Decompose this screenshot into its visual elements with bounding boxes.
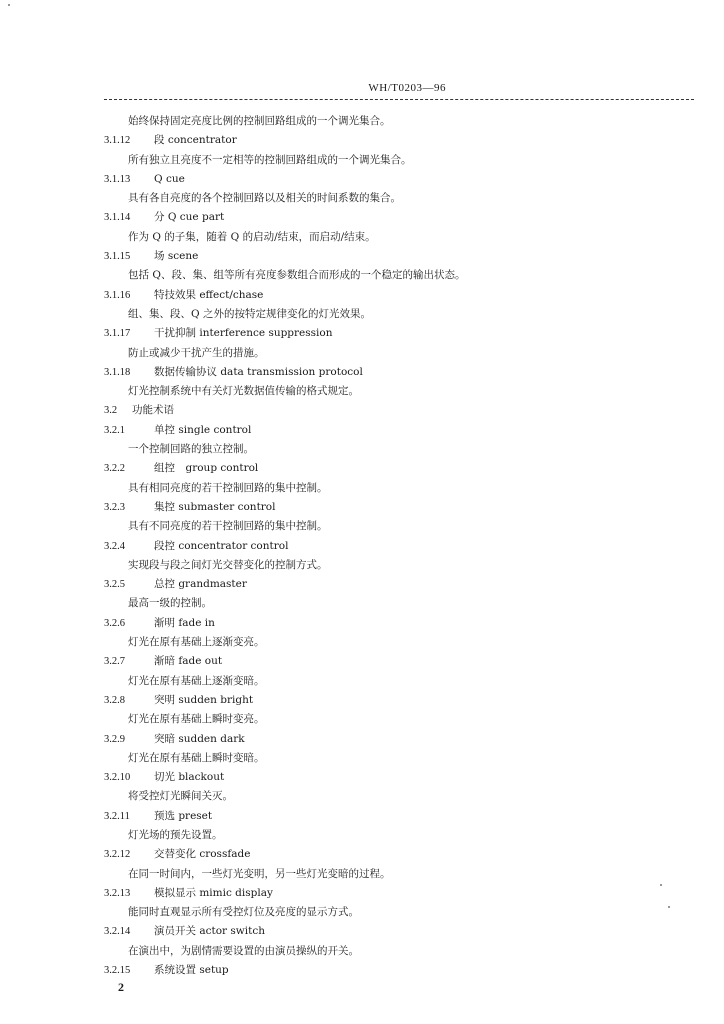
term-name: 交替变化 crossfade xyxy=(154,848,251,861)
definition-text: 具有各自亮度的各个控制回路以及相关的时间系数的集合。 xyxy=(128,192,401,205)
definition-text: 灯光控制系统中有关灯光数据值传输的格式规定。 xyxy=(128,385,359,398)
term-name: 突明 sudden bright xyxy=(154,693,254,706)
definition-text: 能同时直观显示所有受控灯位及亮度的显示方式。 xyxy=(128,906,359,919)
term-name: 数据传输协议 data transmission protocol xyxy=(154,365,363,378)
definition-text: 具有相同亮度的若干控制回路的集中控制。 xyxy=(128,481,328,494)
clause-number: 3.2.10 xyxy=(104,772,131,784)
term-name: 系统设置 setup xyxy=(154,964,229,977)
term-name: 单控 single control xyxy=(154,423,252,436)
clause-number: 3.1.13 xyxy=(104,173,131,185)
clause-number: 3.2.3 xyxy=(104,501,125,513)
clause-number: 3.2.5 xyxy=(104,579,125,591)
term-name: 预选 preset xyxy=(154,809,213,822)
section-title: 功能术语 xyxy=(132,404,174,417)
standard-number: WH/T0203—96 xyxy=(368,82,446,94)
clause-number: 3.1.15 xyxy=(104,251,131,263)
definition-text: 实现段与段之间灯光交替变化的控制方式。 xyxy=(128,558,328,571)
scan-speck xyxy=(8,4,10,6)
term-name: 切光 blackout xyxy=(154,771,225,784)
clause-number: 3.2.14 xyxy=(104,926,131,938)
clause-number: 3.2.15 xyxy=(104,965,131,977)
clause-number: 3.2.4 xyxy=(104,540,125,552)
term-name: 渐暗 fade out xyxy=(154,655,223,668)
definition-text: 灯光在原有基础上瞬时变亮。 xyxy=(128,713,265,726)
term-name: 总控 grandmaster xyxy=(154,578,247,591)
term-heading xyxy=(104,807,694,826)
term-heading xyxy=(104,421,694,440)
definition-text: 在同一时间内，一些灯光变明，另一些灯光变暗的过程。 xyxy=(128,867,391,880)
term-heading xyxy=(104,575,694,594)
term-name: 场 scene xyxy=(154,250,199,263)
clause-number: 3.2.7 xyxy=(104,656,125,668)
clause-number: 3.2.8 xyxy=(104,694,125,706)
clause-number: 3.2.6 xyxy=(104,617,125,629)
term-heading xyxy=(104,498,694,517)
definition-text: 灯光在原有基础上逐渐变暗。 xyxy=(128,674,265,687)
clause-number: 3.2.2 xyxy=(104,463,125,475)
term-name: 集控 submaster control xyxy=(154,500,276,513)
term-heading xyxy=(104,459,694,478)
term-name: 突暗 sudden dark xyxy=(154,732,245,745)
term-heading xyxy=(104,286,694,305)
definition-text: 所有独立且亮度不一定相等的控制回路组成的一个调光集合。 xyxy=(128,153,412,166)
definition-text: 具有不同亮度的若干控制回路的集中控制。 xyxy=(128,520,328,533)
header-rule xyxy=(104,99,694,100)
clause-number: 3.2.1 xyxy=(104,424,125,436)
scan-speck xyxy=(668,906,670,908)
term-name: 分 Q cue part xyxy=(154,211,225,224)
definition-text: 在演出中，为剧情需要设置的由演员操纵的开关。 xyxy=(128,944,359,957)
clause-number: 3.2 xyxy=(104,405,118,417)
term-heading xyxy=(104,652,694,671)
definition-text: 最高一级的控制。 xyxy=(128,597,212,610)
clause-number: 3.1.16 xyxy=(104,289,131,301)
term-heading xyxy=(104,363,694,382)
term-heading xyxy=(104,922,694,941)
definition-text: 将受控灯光瞬间关灭。 xyxy=(128,790,233,803)
term-name: 段 concentrator xyxy=(154,134,237,147)
clause-number: 3.2.11 xyxy=(104,810,130,822)
page-header xyxy=(0,82,724,102)
term-heading xyxy=(104,131,694,150)
term-name: Q cue xyxy=(154,172,185,185)
term-heading xyxy=(104,884,694,903)
term-heading xyxy=(104,247,694,266)
clause-number: 3.1.14 xyxy=(104,212,131,224)
clause-number: 3.1.18 xyxy=(104,366,131,378)
definition-text: 灯光在原有基础上逐渐变亮。 xyxy=(128,636,265,649)
definition-text: 作为 Q 的子集，随着 Q 的启动/结束，而启动/结束。 xyxy=(128,230,376,243)
term-heading xyxy=(104,324,694,343)
term-heading xyxy=(104,537,694,556)
document-body xyxy=(104,112,694,980)
clause-number: 3.1.12 xyxy=(104,135,131,147)
definition-text: 灯光场的预先设置。 xyxy=(128,828,223,841)
term-name: 特技效果 effect/chase xyxy=(154,288,264,301)
term-name: 干扰抑制 interference suppression xyxy=(154,327,333,340)
term-heading xyxy=(104,691,694,710)
term-heading xyxy=(104,961,694,980)
clause-number: 3.2.13 xyxy=(104,887,131,899)
term-name: 模拟显示 mimic display xyxy=(154,886,273,899)
term-heading xyxy=(104,730,694,749)
term-name: 组控 group control xyxy=(154,462,259,475)
clause-number: 3.2.12 xyxy=(104,849,131,861)
term-heading xyxy=(104,845,694,864)
definition-text: 始终保持固定亮度比例的控制回路组成的一个调光集合。 xyxy=(128,115,391,127)
term-name: 段控 concentrator control xyxy=(154,539,289,552)
page-number: 2 xyxy=(118,980,124,994)
term-heading xyxy=(104,614,694,633)
definition-text: 灯光在原有基础上瞬时变暗。 xyxy=(128,751,265,764)
scan-speck xyxy=(660,884,662,886)
clause-number: 3.2.9 xyxy=(104,733,125,745)
term-heading xyxy=(104,208,694,227)
term-name: 演员开关 actor switch xyxy=(154,925,265,938)
definition-text: 防止或减少干扰产生的措施。 xyxy=(128,346,265,359)
term-heading xyxy=(104,170,694,189)
clause-number: 3.1.17 xyxy=(104,328,131,340)
definition-text: 包括 Q、段、集、组等所有亮度参数组合而形成的一个稳定的输出状态。 xyxy=(128,269,466,282)
definition-text: 一个控制回路的独立控制。 xyxy=(128,443,254,456)
term-name: 渐明 fade in xyxy=(154,616,215,629)
definition-text: 组、集、段、Q 之外的按特定规律变化的灯光效果。 xyxy=(128,307,371,320)
section-heading xyxy=(104,401,694,420)
term-heading xyxy=(104,768,694,787)
